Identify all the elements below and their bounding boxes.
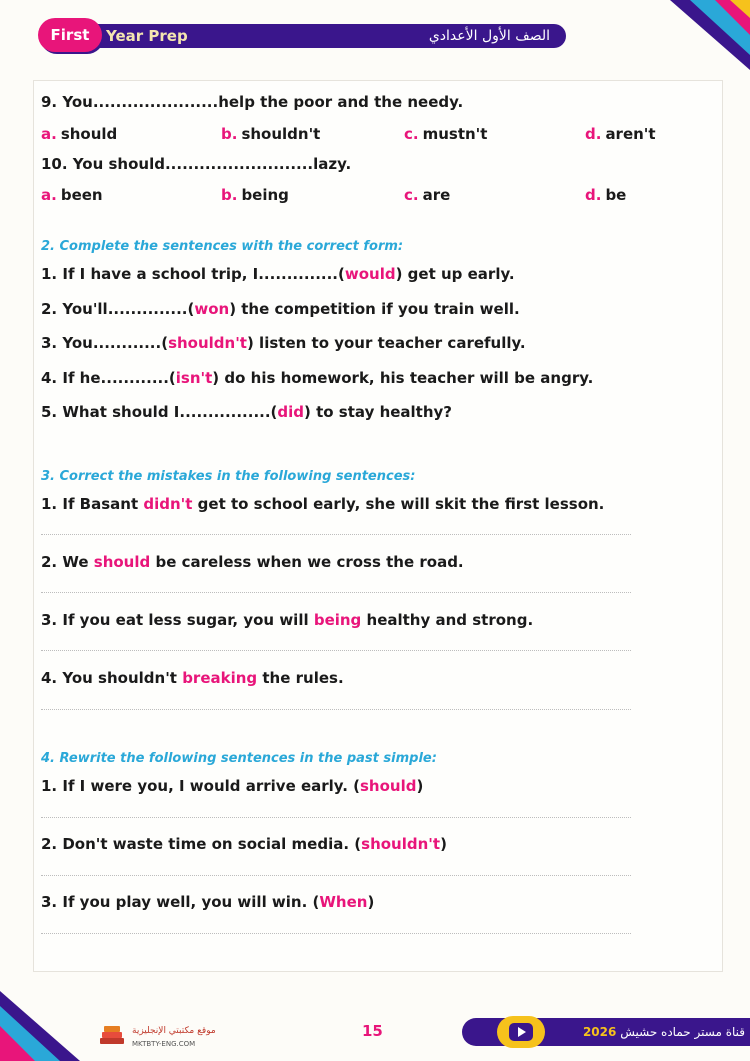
option-10a: a. been [41,186,103,204]
question-9: 9. You......................help the poor and the needy. [41,93,464,111]
section-3-title: 3. Correct the mistakes in the following sentences: [41,469,416,484]
logo-url-text: MKTBTY-ENG.COM [132,1040,196,1048]
question-10: 10. You should..........................lazy. [41,155,352,173]
answer-line[interactable] [41,592,631,593]
worksheet-content [33,80,723,972]
answer-line[interactable] [41,650,631,651]
blank: ...................... [92,93,219,111]
channel-name: قناة مستر حماده حشيش [620,1025,745,1039]
option-9b: b. shouldn't [221,125,321,143]
option-10d: d. be [585,186,627,204]
section-4-title: 4. Rewrite the following sentences in the past simple: [41,751,437,766]
sec3-item-4: 4. You shouldn't breaking the rules. [41,669,344,687]
answer-line[interactable] [41,709,631,710]
option-10b: b. being [221,186,289,204]
sec2-item-3: 3. You............(shouldn't) listen to your teacher carefully. [41,334,526,352]
sec2-item-5: 5. What should I................(did) to stay healthy? [41,403,453,421]
answer-line[interactable] [41,875,631,876]
sec3-item-1: 1. If Basant didn't get to school early, she will skit the first lesson. [41,495,605,513]
answer-line[interactable] [41,534,631,535]
header-arabic-title: الصف الأول الأعدادي [428,28,550,44]
sec4-item-2: 2. Don't waste time on social media. (shouldn't) [41,835,447,853]
site-logo[interactable] [98,1020,228,1056]
blank: .......................... [164,155,314,173]
logo-arabic-text: موقع مكتبتي الإنجليزية [132,1026,216,1036]
option-9d: d. aren't [585,125,656,143]
sec4-item-1: 1. If I were you, I would arrive early. (should) [41,777,424,795]
option-10c: c. are [404,186,451,204]
page-number: 15 [362,1022,383,1040]
section-2-title: 2. Complete the sentences with the correct form: [41,239,404,254]
sec2-item-2: 2. You'll..............(won) the competition if you train well. [41,300,520,318]
corner-decoration-top-right [630,0,750,70]
footer-year: 2026 [582,1025,617,1039]
page-header [38,22,566,50]
header-title: Year Prep [106,27,188,45]
sec2-item-4: 4. If he............(isn't) do his homework, his teacher will be angry. [41,369,594,387]
option-9c: c. mustn't [404,125,488,143]
youtube-icon[interactable] [497,1016,545,1048]
book-stack-icon [98,1024,126,1048]
sec3-item-2: 2. We should be careless when we cross the road. [41,553,464,571]
option-9a: a. should [41,125,118,143]
sec4-item-3: 3. If you play well, you will win. (When) [41,893,375,911]
sec2-item-1: 1. If I have a school trip, I..............(would) get up early. [41,265,515,283]
answer-line[interactable] [41,817,631,818]
play-icon [518,1027,526,1037]
footer-channel [555,1018,745,1046]
sec3-item-3: 3. If you eat less sugar, you will being healthy and strong. [41,611,534,629]
grade-badge: First [38,18,102,52]
answer-line[interactable] [41,933,631,934]
